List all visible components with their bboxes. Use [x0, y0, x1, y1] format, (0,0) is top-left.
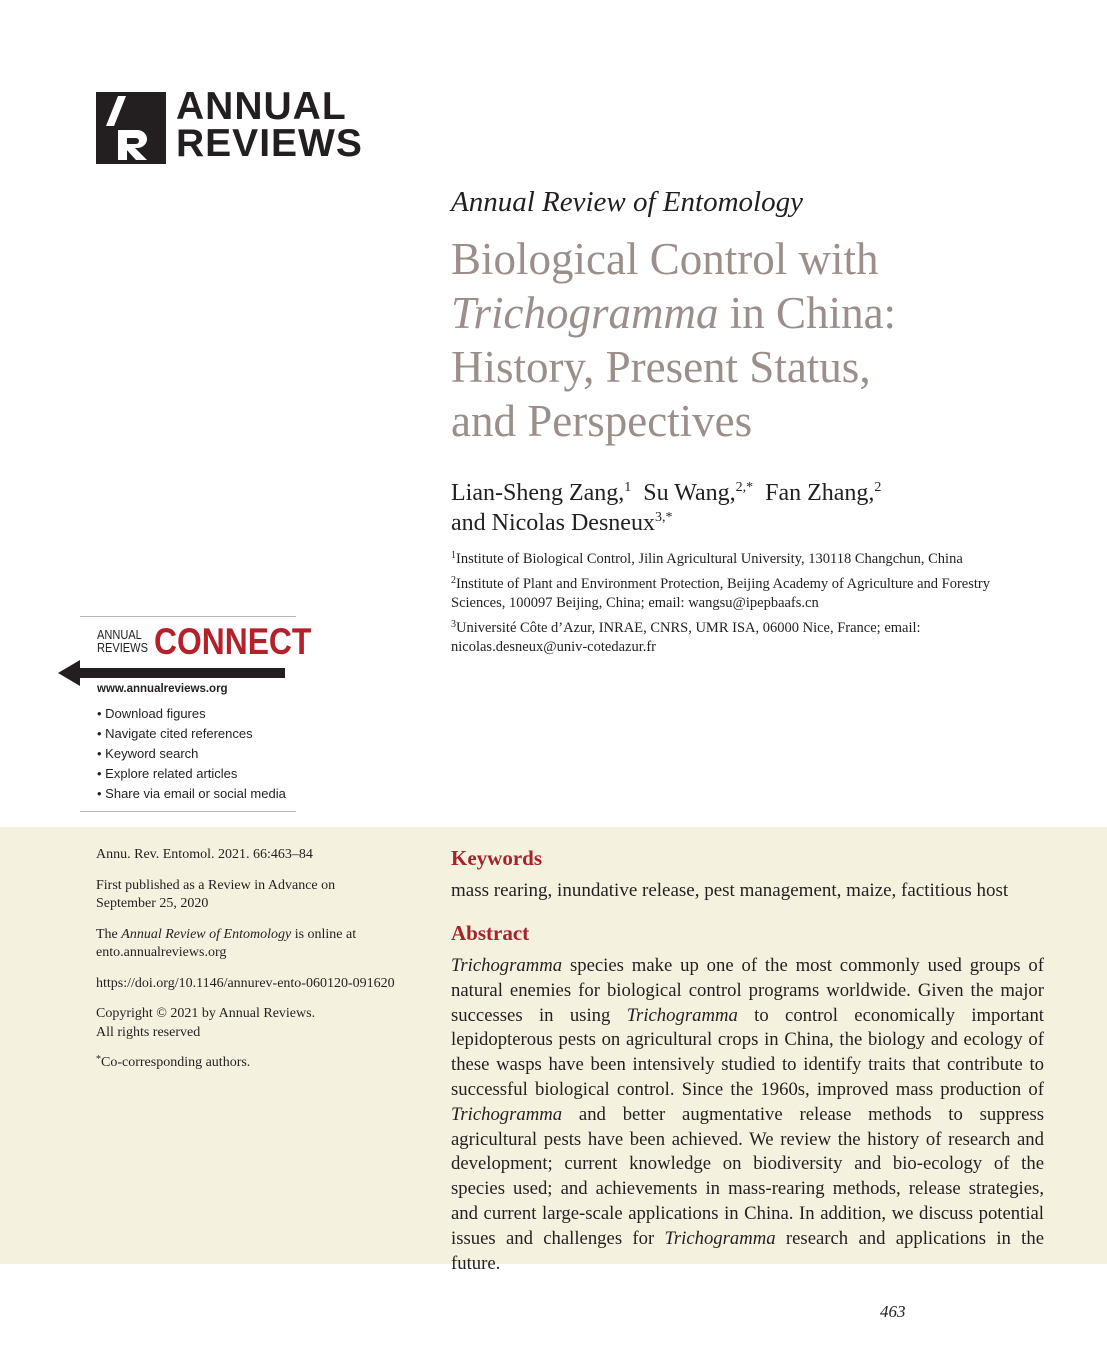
doi-link[interactable]: https://doi.org/10.1146/annurev-ento-060120-091620	[96, 975, 395, 991]
corresponding-text: Co-corresponding authors.	[101, 1055, 251, 1070]
affiliation-mark: 3	[451, 619, 456, 630]
author-affiliation-mark: 3,*	[654, 510, 673, 525]
journal-name: Annual Review of Entomology	[451, 186, 803, 218]
title-line-1: Biological Control with	[451, 234, 879, 284]
corresponding-mark: *	[96, 1054, 101, 1065]
title-genus: Trichogramma	[451, 288, 719, 338]
online-note-post: is online at ento.annualreviews.org	[96, 926, 357, 960]
logo-line-reviews: REVIEWS	[176, 122, 363, 165]
abstract-segment: and better augmentative release methods to suppress agricultural pests have been achieved. We review the history of research and development; current knowledge on biodiversity and bio-ecology of the species used; and achievements in mass-rearing methods, release strategies, and current large-scale applications in China. In addition, we discuss potential issues and challenges for	[451, 1103, 1044, 1249]
author-affiliation-mark: 2,*	[735, 480, 754, 495]
abstract-segment: species make up one of the most commonly used groups of natural enemies for biological control programs worldwide. Given the major successes in using	[451, 955, 1044, 1026]
connect-top-rule	[80, 616, 296, 617]
list-item: • Explore related articles	[97, 764, 286, 784]
annual-reviews-logo-mark-icon	[96, 92, 166, 164]
online-note-journal: Annual Review of Entomology	[121, 926, 292, 942]
title-line-4: and Perspectives	[451, 396, 753, 446]
author: Lian-Sheng Zang,	[451, 480, 625, 506]
copyright	[96, 1005, 396, 1042]
publisher-wordmark	[176, 85, 363, 165]
article-title	[451, 232, 1011, 448]
connect-url[interactable]: www.annualreviews.org	[97, 683, 228, 695]
author-affiliation-mark: 2	[874, 480, 882, 495]
logo-line-annual: ANNUAL	[176, 85, 347, 128]
abstract-segment: Trichogramma	[626, 1004, 738, 1026]
abstract-heading: Abstract	[451, 921, 530, 945]
affiliation-text: Institute of Biological Control, Jilin Agricultural University, 130118 Changchun, China	[456, 551, 963, 567]
list-item: • Navigate cited references	[97, 724, 286, 744]
keywords-text: mass rearing, inundative release, pest management, maize, factitious host	[451, 880, 1009, 901]
abstract-segment: Trichogramma	[451, 1103, 563, 1125]
first-published: First published as a Review in Advance on September 25, 2020	[96, 877, 336, 911]
title-line-3: History, Present Status,	[451, 342, 871, 392]
citation: Annu. Rev. Entomol. 2021. 66:463–84	[96, 847, 313, 862]
abstract-segment: to control economically important lepidopterous pests on agricultural crops in China, the biology and ecology of these wasps have been intensively studied to identify traits that contribute to successful biological control. Since the 1960s, improved mass production of	[451, 1004, 1044, 1100]
article-metadata	[96, 846, 396, 1085]
author: Fan Zhang,	[765, 480, 875, 506]
corresponding-note	[96, 1054, 396, 1073]
online-note-pre: The	[96, 926, 122, 942]
abstract-segment: research and applications in the future.	[451, 1227, 1044, 1274]
keywords-heading: Keywords	[451, 846, 542, 870]
abstract-segment: Trichogramma	[664, 1227, 776, 1249]
copyright-line: Copyright © 2021 by Annual Reviews.	[96, 1006, 316, 1021]
connect-small-line-1: ANNUAL	[97, 627, 142, 642]
title-line-2-rest: in China:	[718, 288, 897, 338]
affiliation-mark: 1	[451, 550, 456, 561]
connect-promo-box	[80, 616, 312, 812]
list-item: • Share via email or social media	[97, 784, 286, 804]
abstract-text	[451, 954, 1044, 1276]
author-list	[451, 478, 1051, 538]
connect-feature-list	[97, 704, 286, 804]
abstract-segment: Trichogramma	[451, 955, 563, 976]
page-number: 463	[880, 1302, 906, 1321]
author-affiliation-mark: 1	[624, 480, 632, 495]
list-item: • Keyword search	[97, 744, 286, 764]
publisher-logo	[96, 85, 376, 166]
author: and Nicolas Desneux	[451, 510, 655, 536]
connect-bottom-rule	[80, 811, 296, 812]
affiliation	[451, 575, 1041, 613]
affiliation	[451, 550, 1051, 569]
affiliation	[451, 619, 921, 657]
online-note	[96, 926, 396, 963]
author: Su Wang,	[643, 480, 736, 506]
rights-line: All rights reserved	[96, 1024, 201, 1040]
connect-title: CONNECT	[154, 621, 312, 662]
affiliation-mark: 2	[451, 575, 456, 586]
affiliation-text: Université Côte d’Azur, INRAE, CNRS, UMR ISA, 06000 Nice, France; email: nicolas.desneux@univ-cotedazur.fr	[451, 620, 921, 655]
connect-small-logo	[97, 628, 148, 654]
list-item: • Download figures	[97, 704, 286, 724]
affiliation-text: Institute of Plant and Environment Protection, Beijing Academy of Agriculture and Forestry Sciences, 100097 Beijing, China; email: wangsu@ipepbaafs.cn	[451, 576, 990, 611]
connect-small-line-2: REVIEWS	[97, 640, 148, 655]
